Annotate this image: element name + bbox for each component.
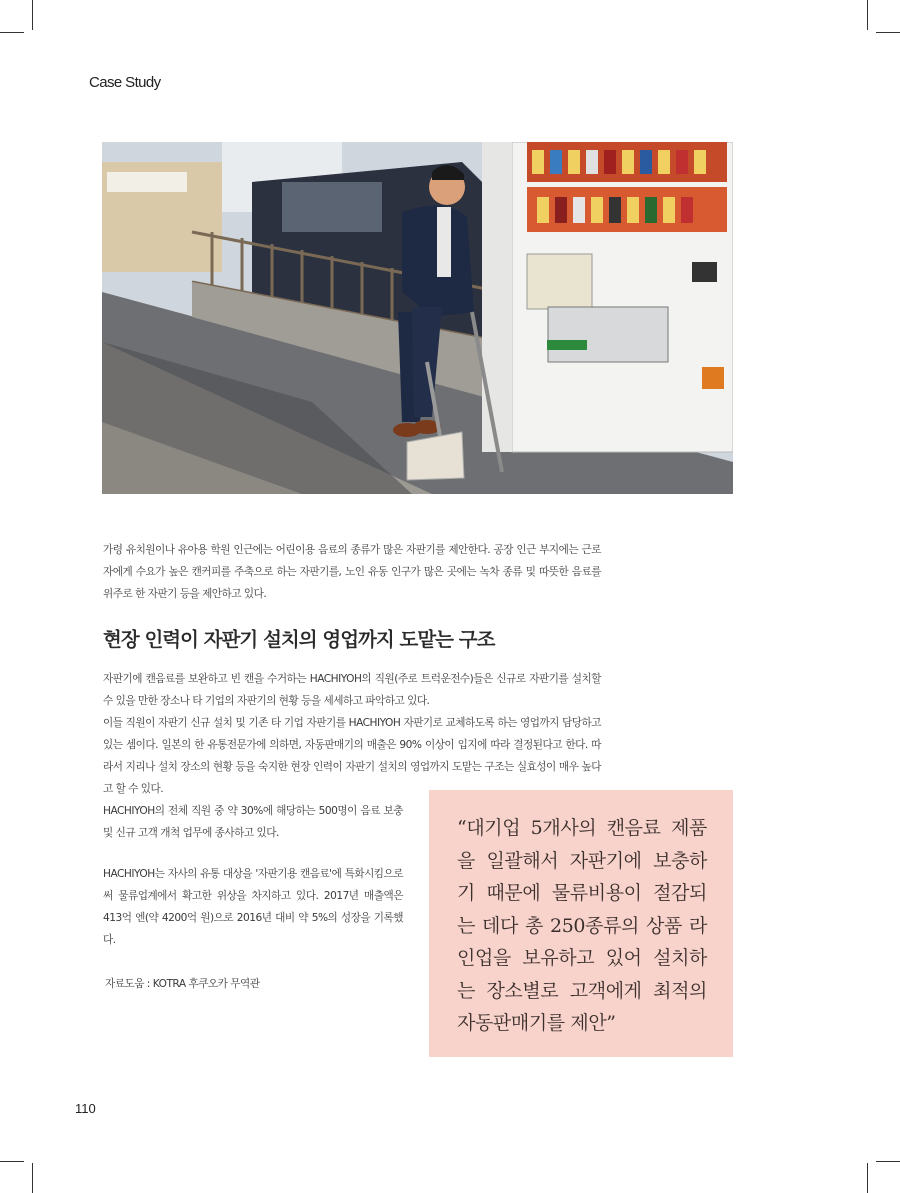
source-credit: 자료도움 : KOTRA 후쿠오카 무역관	[105, 978, 260, 990]
vending-machine-photo	[102, 142, 733, 494]
pull-quote-box	[429, 790, 733, 1057]
body-paragraph: 자판기에 캔음료를 보완하고 빈 캔을 수거하는 HACHIYOH의 직원(주로 트럭운전수)들은 신규로 자판기를 설치할 수 있을 만한 장소나 타 기업의 자판기의 현황 등을 세세하고 파악하고 있다.	[103, 673, 601, 707]
crop-mark	[867, 0, 868, 30]
body-paragraph: HACHIYOH의 전체 직원 중 약 30%에 해당하는 500명이 음료 보충 및 신규 고객 개척 업무에 종사하고 있다.	[103, 805, 403, 839]
crop-mark	[876, 1161, 900, 1162]
crop-mark	[0, 32, 24, 33]
crop-mark	[32, 1163, 33, 1193]
section-label: Case Study	[89, 74, 161, 91]
section-heading: 현장 인력이 자판기 설치의 영업까지 도맡는 구조	[103, 628, 495, 651]
pull-quote-text: “대기업 5개사의 캔음료 제품을 일괄해서 자판기에 보충하기 때문에 물류비용이 절감되는 데다 총 250종류의 상품 라인업을 보유하고 있어 설치하는 장소별로 고객에게 최적의 자동판매기를 제안”	[457, 817, 707, 1034]
crop-mark	[876, 32, 900, 33]
body-paragraph: 이들 직원이 자판기 신규 설치 및 기존 타 기업 자판기를 HACHIYOH 자판기로 교체하도록 하는 영업까지 담당하고 있는 셈이다. 일본의 한 유통전문가에 의하면, 자동판매기의 매출은 90% 이상이 입지에 따라 결정된다고 한다. 따라서 지리나 설치 장소의 현황 등을 숙지한 현장 인력이 자판기 설치의 영업까지 도맡는 구조는 실효성이 매우 높다고 할 수 있다.	[103, 717, 601, 795]
crop-mark	[32, 0, 33, 30]
crop-mark	[867, 1163, 868, 1193]
crop-mark	[0, 1161, 24, 1162]
page-number: 110	[75, 1101, 96, 1116]
body-paragraph: HACHIYOH는 자사의 유통 대상을 '자판기용 캔음료'에 특화시킴으로써 물류업계에서 확고한 위상을 차지하고 있다. 2017년 매출액은 413억 엔(약 4200억 원)으로 2016년 대비 약 5%의 성장을 기록했다.	[103, 868, 403, 946]
intro-paragraph: 가령 유치원이나 유아용 학원 인근에는 어린이용 음료의 종류가 많은 자판기를 제안한다. 공장 인근 부지에는 근로자에게 수요가 높은 캔커피를 주축으로 하는 자판기를, 노인 유동 인구가 많은 곳에는 녹차 종류 및 따뜻한 음료를 위주로 한 자판기 등을 제안하고 있다.	[103, 544, 601, 600]
